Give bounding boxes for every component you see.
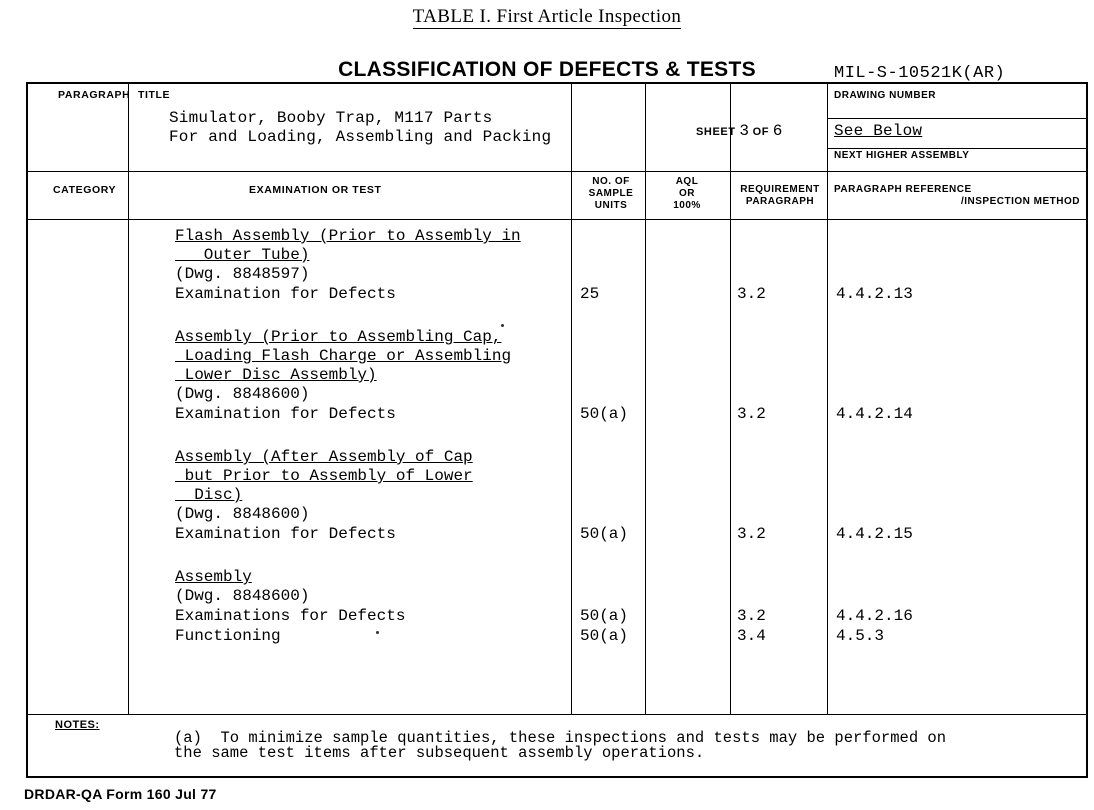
hrule-header-bottom <box>28 171 1086 172</box>
sheet-total: 6 <box>772 122 783 140</box>
row-2-heading-text-2: Loading Flash Charge or Assembling <box>175 347 512 365</box>
row-3-requirement: 3.2 <box>737 525 766 543</box>
row-4-sample-units-2: 50(a) <box>580 627 629 645</box>
inspection-table <box>26 82 1088 778</box>
row-3-heading-line-1 <box>175 447 473 467</box>
sheet-of-label: OF <box>752 126 770 138</box>
row-2-sample-units: 50(a) <box>580 405 629 423</box>
column-header-requirement <box>733 184 827 208</box>
vrule-requirement <box>730 84 731 714</box>
drawing-number-value <box>834 122 922 141</box>
title-line-2: For and Loading, Assembling and Packing <box>169 128 552 146</box>
column-header-sample-units <box>581 176 641 212</box>
drawing-number-text: See Below <box>834 122 923 140</box>
sample-units-line-2: SAMPLE <box>588 188 634 199</box>
drawing-number-label: DRAWING NUMBER <box>834 90 936 101</box>
row-2-heading-text-1: Assembly (Prior to Assembling Cap, <box>175 328 502 346</box>
row-2-heading-line-3 <box>175 365 377 385</box>
row-1-paragraph-reference: 4.4.2.13 <box>836 285 913 303</box>
classification-title: CLASSIFICATION OF DEFECTS & TESTS <box>338 58 756 81</box>
row-2-examination: Examination for Defects <box>175 405 396 423</box>
row-2-drawing: (Dwg. 8848600) <box>175 385 310 403</box>
row-3-heading-text-2: but Prior to Assembly of Lower <box>175 467 473 485</box>
notes-label: NOTES: <box>55 719 100 731</box>
row-2-heading-text-3: Lower Disc Assembly) <box>175 366 377 384</box>
row-4-requirement: 3.2 <box>737 607 766 625</box>
row-4-sample-units: 50(a) <box>580 607 629 625</box>
scan-speck-1 <box>501 324 504 327</box>
row-1-sample-units: 25 <box>580 285 600 303</box>
row-1-heading-text-1: Flash Assembly (Prior to Assembly in <box>175 227 521 245</box>
paragraph-reference-line-2: /INSPECTION METHOD <box>960 196 1080 207</box>
row-1-heading-text-2: Outer Tube) <box>175 246 310 264</box>
vrule-aql <box>645 84 646 714</box>
row-4-paragraph-reference: 4.4.2.16 <box>836 607 913 625</box>
row-1-heading-line-1 <box>175 226 521 246</box>
vrule-reference <box>827 84 828 714</box>
row-3-heading-text-3: Disc) <box>175 486 243 504</box>
row-2-heading-line-1 <box>175 327 501 347</box>
row-4-requirement-2: 3.4 <box>737 627 766 645</box>
row-2-requirement: 3.2 <box>737 405 766 423</box>
row-4-examination: Examinations for Defects <box>175 607 406 625</box>
hrule-columns-bottom <box>28 219 1086 220</box>
row-1-heading-line-2 <box>175 245 309 265</box>
paragraph-header-label: PARAGRAPH <box>58 89 131 101</box>
row-4-paragraph-reference-2: 4.5.3 <box>836 627 885 645</box>
title-line-1: Simulator, Booby Trap, M117 Parts <box>169 109 493 127</box>
row-3-examination: Examination for Defects <box>175 525 396 543</box>
row-4-heading-text-1: Assembly <box>175 568 252 586</box>
paragraph-reference-line-1: PARAGRAPH REFERENCE <box>834 184 972 195</box>
requirement-line-2: PARAGRAPH <box>745 196 815 207</box>
vrule-sample <box>571 84 572 714</box>
row-3-heading-line-2 <box>175 466 473 486</box>
row-3-sample-units: 50(a) <box>580 525 629 543</box>
row-3-heading-text-1: Assembly (After Assembly of Cap <box>175 448 473 466</box>
notes-line-2: the same test items after subsequent assembly operations. <box>174 744 705 762</box>
column-header-aql <box>648 176 726 212</box>
row-4-drawing: (Dwg. 8848600) <box>175 587 310 605</box>
row-3-heading-line-3 <box>175 485 242 505</box>
row-1-examination: Examination for Defects <box>175 285 396 303</box>
column-header-paragraph-reference <box>834 184 1084 208</box>
hrule-notes-top <box>28 714 1086 715</box>
aql-line-2: OR <box>679 188 695 199</box>
row-2-heading-line-2 <box>175 346 511 366</box>
row-4-heading-line-1 <box>175 567 252 587</box>
row-1-drawing: (Dwg. 8848597) <box>175 265 310 283</box>
sample-units-line-3: UNITS <box>594 200 628 211</box>
row-1-requirement: 3.2 <box>737 285 766 303</box>
sheet-label: SHEET <box>696 126 736 138</box>
column-header-category: CATEGORY <box>53 184 117 196</box>
title-header-label: TITLE <box>138 89 171 101</box>
notes-line-1: (a) To minimize sample quantities, these inspections and tests may be performed on <box>174 729 947 747</box>
table-caption <box>0 6 1094 28</box>
aql-line-3: 100% <box>673 200 701 211</box>
aql-line-1: AQL <box>675 176 699 187</box>
column-header-examination: EXAMINATION OR TEST <box>249 184 382 196</box>
row-3-drawing: (Dwg. 8848600) <box>175 505 310 523</box>
row-3-paragraph-reference: 4.4.2.15 <box>836 525 913 543</box>
hrule-next-higher <box>827 148 1086 149</box>
next-higher-assembly-label: NEXT HIGHER ASSEMBLY <box>834 150 970 161</box>
row-2-paragraph-reference: 4.4.2.14 <box>836 405 913 423</box>
requirement-line-1: REQUIREMENT <box>740 184 820 195</box>
vrule-paragraph <box>128 84 129 714</box>
spec-number: MIL-S-10521K(AR) <box>834 64 1006 83</box>
sample-units-line-1: NO. OF <box>592 176 630 187</box>
row-4-examination-2: Functioning <box>175 627 281 645</box>
scan-speck-2 <box>376 631 379 634</box>
form-footer: DRDAR-QA Form 160 Jul 77 <box>24 786 217 802</box>
table-caption-text: TABLE I. First Article Inspection <box>412 6 682 27</box>
sheet-indicator <box>696 122 782 140</box>
sheet-number: 3 <box>739 122 749 140</box>
hrule-drawing-number <box>827 118 1086 119</box>
